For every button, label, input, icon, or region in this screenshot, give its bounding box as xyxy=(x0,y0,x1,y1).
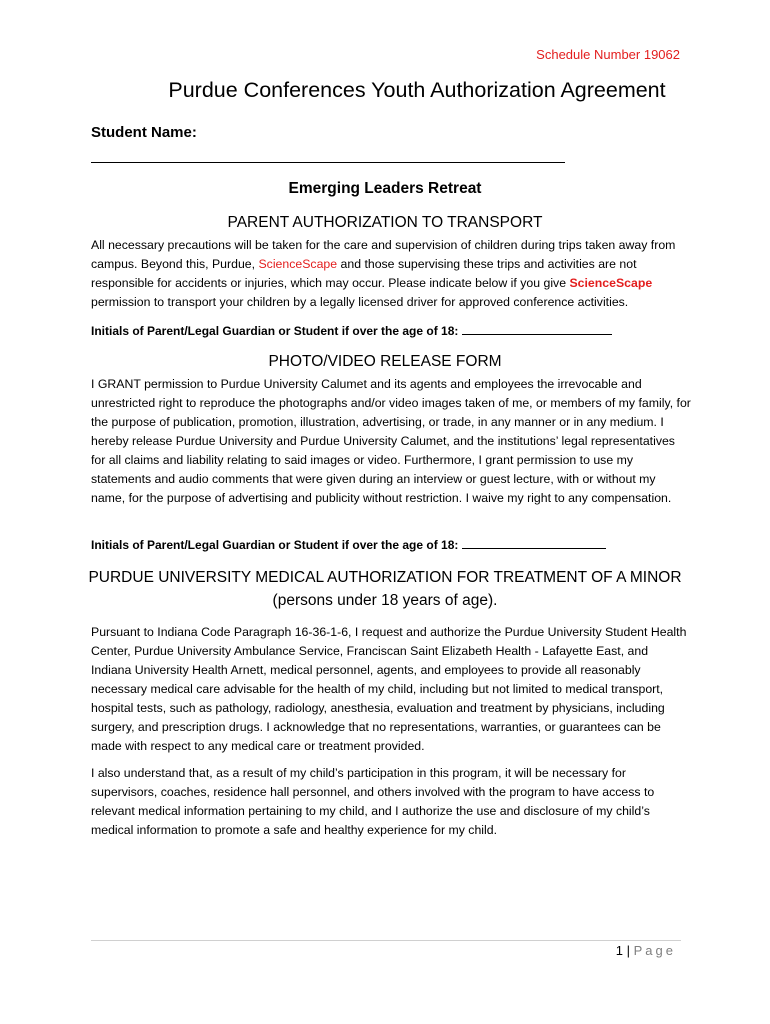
page-number: 1 xyxy=(615,943,623,958)
transport-initials-row xyxy=(91,323,612,338)
document-title: Purdue Conferences Youth Authorization Agreement xyxy=(168,78,666,102)
photo-initials-label: Initials of Parent/Legal Guardian or Student if over the age of 18: xyxy=(91,538,459,552)
schedule-number: Schedule Number 19062 xyxy=(536,47,680,62)
transport-text-3: permission to transport your children by a legally licensed driver for approved conference activities. xyxy=(91,295,629,309)
transport-initials-field[interactable] xyxy=(462,323,612,335)
student-name-field[interactable] xyxy=(91,162,565,163)
page-footer xyxy=(616,943,676,958)
sciencescape-mention-bold: ScienceScape xyxy=(569,276,653,290)
medical-heading-line1: PURDUE UNIVERSITY MEDICAL AUTHORIZATION FOR TREATMENT OF A MINOR xyxy=(88,569,682,586)
transport-text-1: All necessary precautions will be taken for the care and supervision of children during trips taken away from campus. Beyond this, Purdue, xyxy=(91,238,676,271)
page-label: Page xyxy=(633,943,676,958)
transport-initials-label: Initials of Parent/Legal Guardian or Student if over the age of 18: xyxy=(91,324,459,338)
event-name: Emerging Leaders Retreat xyxy=(288,180,482,197)
medical-heading xyxy=(0,566,770,612)
student-name-label: Student Name: xyxy=(91,124,197,141)
transport-text-2: and those supervising these trips and activities are not responsible for accidents or injuries, which may occur. Please indicate below if you give xyxy=(91,257,637,290)
medical-paragraph-2: I also understand that, as a result of my child’s participation in this program, it will be necessary for supervisors, coaches, residence hall personnel, and others involved with the program to have access to relevant medical information pertaining to my child, and I authorize the use and disclosure of my child’s medical information to promote a safe and healthy experience for my child. xyxy=(91,766,655,837)
medical-heading-line2: (persons under 18 years of age). xyxy=(272,592,498,609)
sciencescape-mention: ScienceScape xyxy=(258,257,338,271)
transport-heading: PARENT AUTHORIZATION TO TRANSPORT xyxy=(227,214,543,231)
footer-divider xyxy=(91,940,681,941)
medical-paragraph-1: Pursuant to Indiana Code Paragraph 16-36-1-6, I request and authorize the Purdue University Student Health Center, Purdue University Ambulance Service, Franciscan Saint Elizabeth Health - Lafayette East, and Indiana University Health Arnett, medical personnel, agents, and employees to provide all reasonably necessary medical care advisable for the health of my child, including but not limited to medical transport, hospital tests, such as pathology, radiology, anesthesia, evaluation and treatment by physicians, including surgery, and prescription drugs. I acknowledge that no representations, warranties, or guarantees can be made with respect to any medical care or treatment provided. xyxy=(91,625,687,753)
transport-paragraph xyxy=(91,236,691,312)
photo-initials-row xyxy=(91,537,606,552)
photo-paragraph: I GRANT permission to Purdue University Calumet and its agents and employees the irrevocable and unrestricted right to reproduce the photographs and/or video images taken of me, or members of my family, for the purpose of publication, promotion, illustration, advertising, or trade, in any manner or in any medium. I hereby release Purdue University and Purdue University Calumet, and the institutions’ legal representatives for all claims and liability relating to said images or video. Furthermore, I grant permission to use my statements and audio comments that were given during an interview or guest lecture, with or without my name, for the purpose of advertising and publicity without restriction. I waive my right to any compensation. xyxy=(91,377,691,505)
photo-heading: PHOTO/VIDEO RELEASE FORM xyxy=(268,353,502,370)
page-separator: | xyxy=(626,943,630,958)
photo-initials-field[interactable] xyxy=(462,537,606,549)
